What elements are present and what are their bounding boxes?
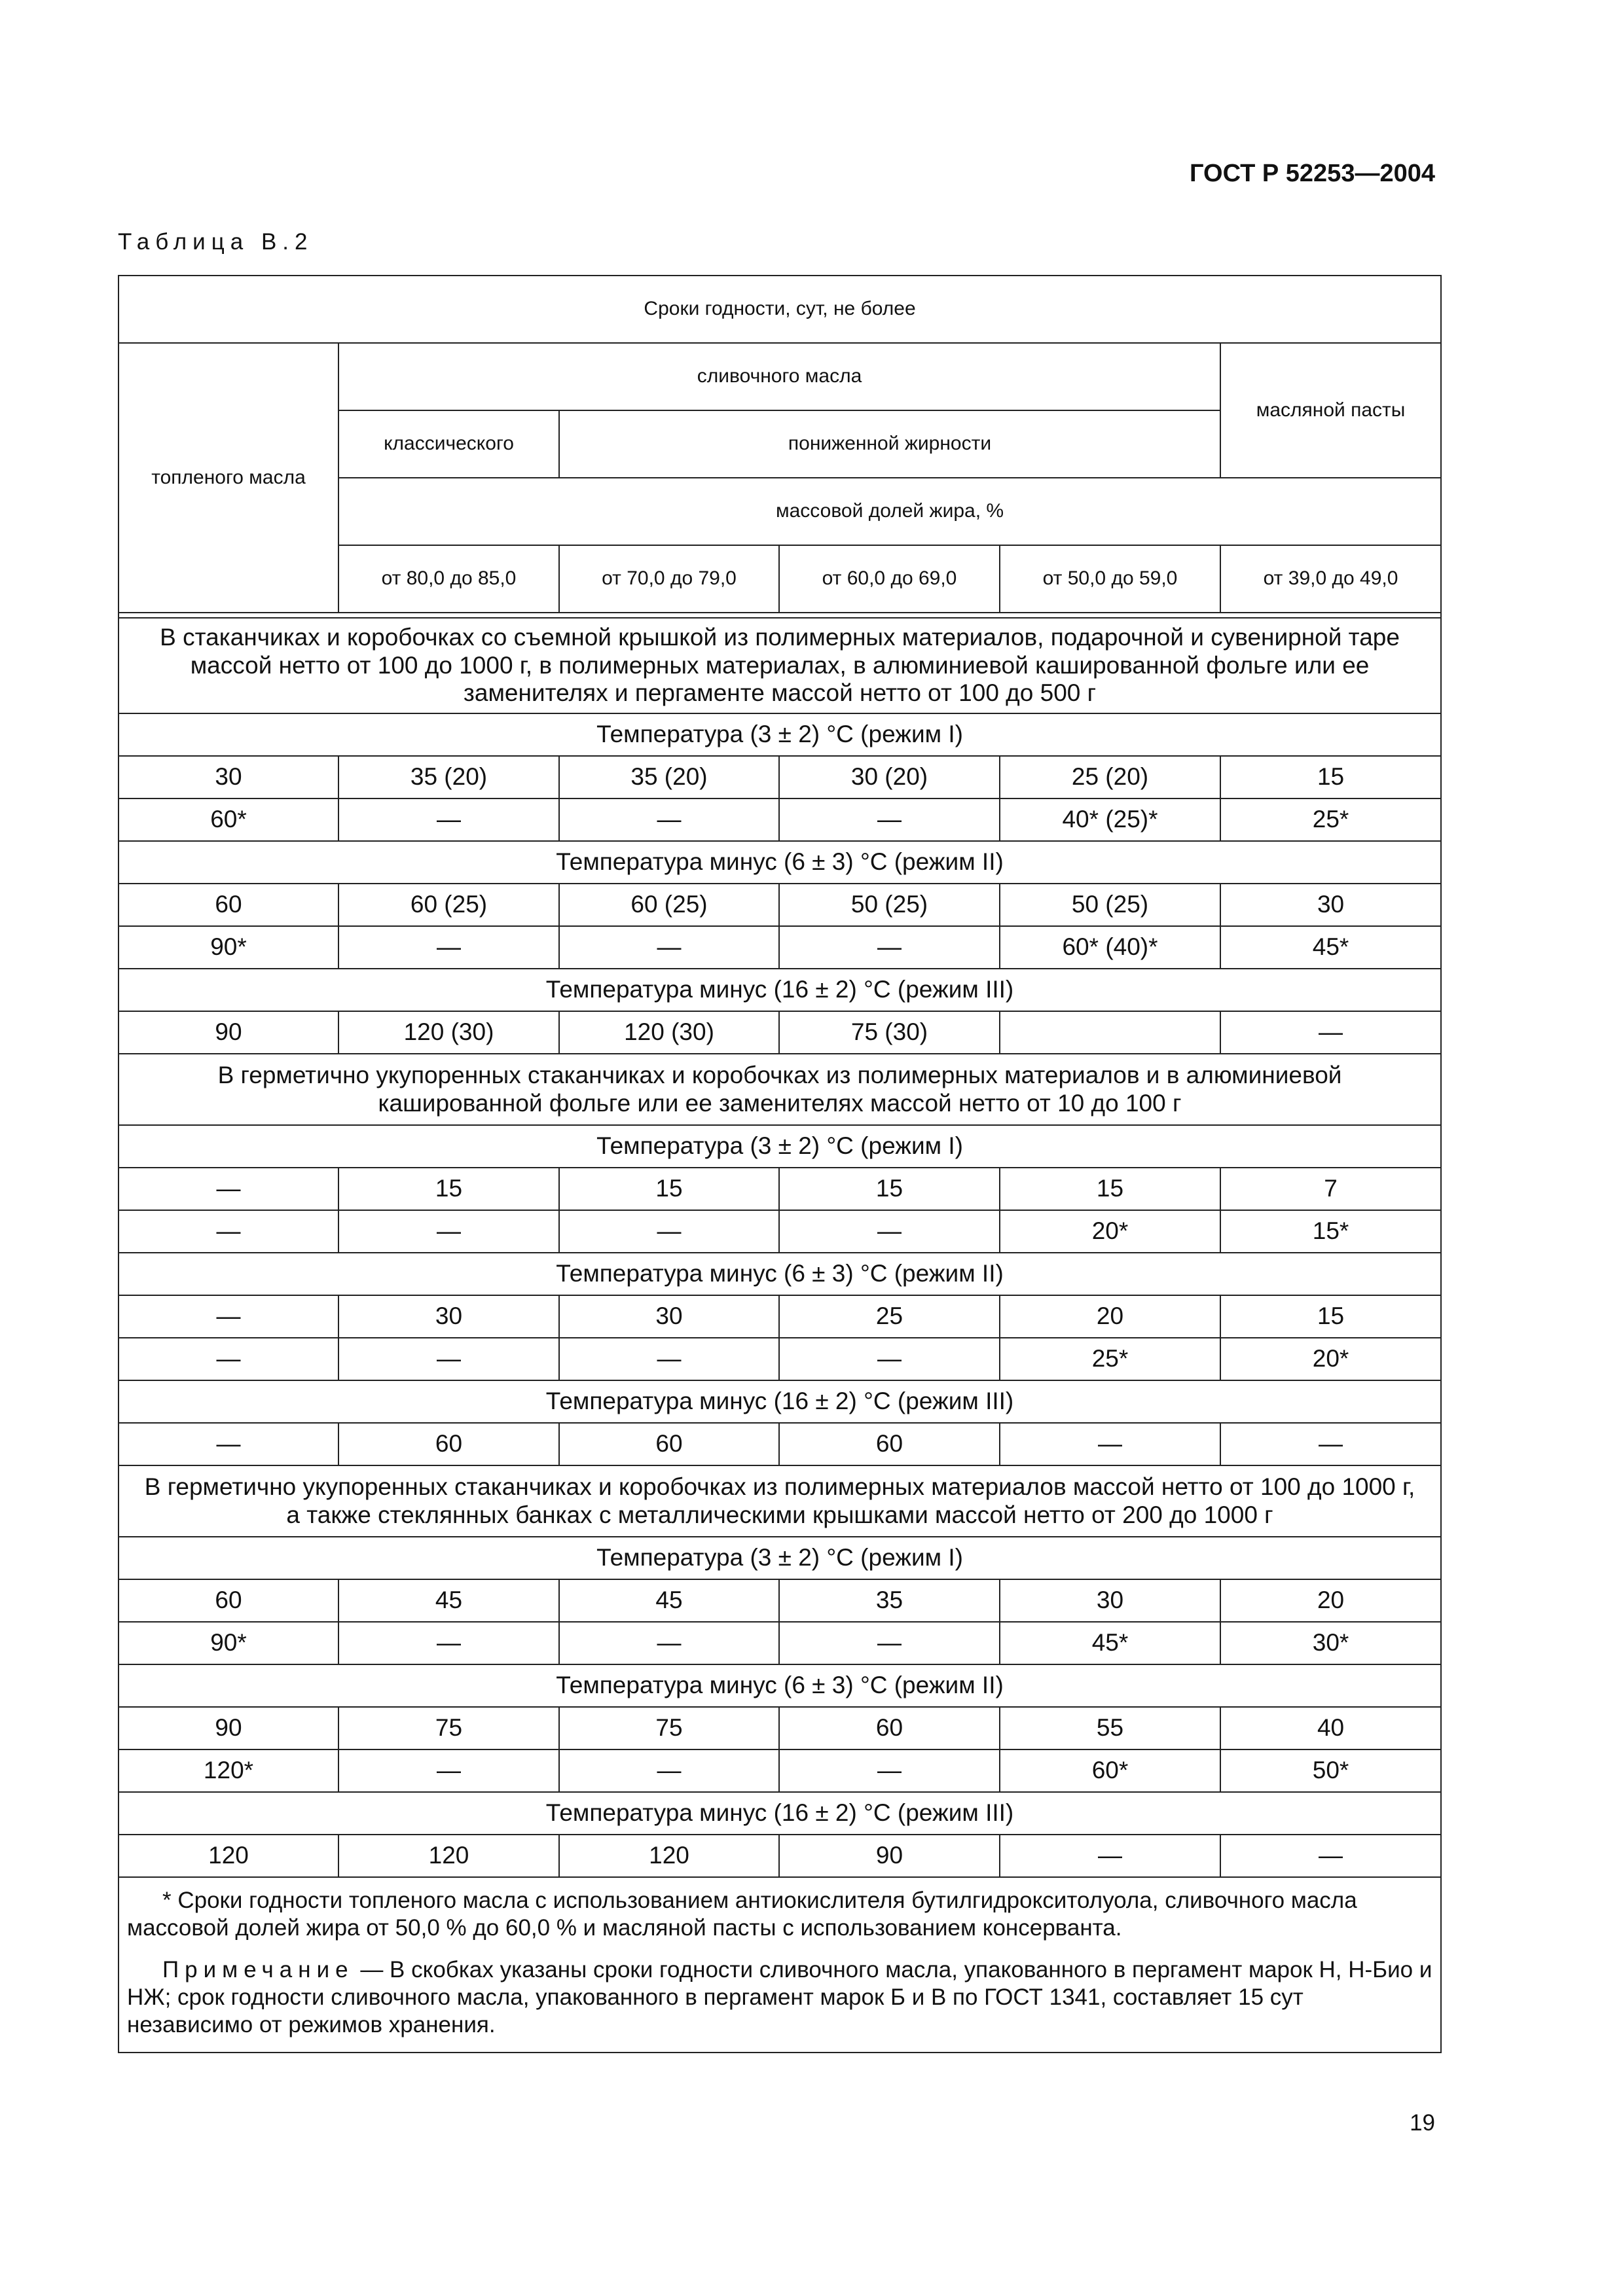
table-cell: 75 (30) bbox=[779, 1011, 1000, 1054]
table-row bbox=[119, 1622, 1441, 1664]
table-cell: — bbox=[119, 1168, 338, 1210]
temperature-mode-row: Температура (3 ± 2) °С (режим I) bbox=[119, 713, 1441, 756]
table-row bbox=[119, 1210, 1441, 1253]
table-cell: 60 (25) bbox=[338, 884, 559, 926]
table-cell: — bbox=[559, 1210, 779, 1253]
header-classic: классического bbox=[338, 410, 559, 478]
temperature-mode-row: Температура минус (16 ± 2) °С (режим III) bbox=[119, 1792, 1441, 1835]
table-cell: 75 bbox=[338, 1707, 559, 1749]
table-cell: 15 bbox=[1220, 756, 1441, 798]
table-cell: — bbox=[559, 1622, 779, 1664]
table-cell: — bbox=[559, 926, 779, 969]
table-cell: 90 bbox=[119, 1011, 338, 1054]
table-cell: 60 bbox=[119, 1579, 338, 1622]
table-cell: 40 bbox=[1220, 1707, 1441, 1749]
table-cell: — bbox=[1000, 1835, 1220, 1877]
table-row bbox=[119, 1168, 1441, 1210]
table-cell: 90 bbox=[779, 1835, 1000, 1877]
table-row bbox=[119, 798, 1441, 841]
table-row bbox=[119, 1423, 1441, 1465]
table-cell: — bbox=[559, 798, 779, 841]
table-cell: 15 bbox=[1000, 1168, 1220, 1210]
table-cell: 15 bbox=[1220, 1295, 1441, 1338]
table-cell: 60 (25) bbox=[559, 884, 779, 926]
table-cell: 25* bbox=[1000, 1338, 1220, 1380]
section-title: В стаканчиках и коробочках со съемной крышкой из полимерных материалов, подарочной и сувенирной таре массой нетто от 100 до 1000 г, в полимерных материалах, в алюминиевой кашированной фольге или ее заменителях и пергаменте массой нетто от 100 до 500 г bbox=[119, 618, 1441, 713]
header-shelf-life: Сроки годности, сут, не более bbox=[119, 276, 1441, 343]
table-cell: 60 bbox=[779, 1707, 1000, 1749]
table-cell: 55 bbox=[1000, 1707, 1220, 1749]
table-cell: — bbox=[779, 1622, 1000, 1664]
table-cell: — bbox=[1000, 1423, 1220, 1465]
table-caption: Таблица В.2 bbox=[118, 229, 314, 255]
table-cell: 60 bbox=[338, 1423, 559, 1465]
table-cell: 30 bbox=[338, 1295, 559, 1338]
table-cell: — bbox=[1220, 1423, 1441, 1465]
table-cell: 30* bbox=[1220, 1622, 1441, 1664]
header-melted-butter: топленого масла bbox=[119, 343, 338, 613]
table-cell: 45* bbox=[1000, 1622, 1220, 1664]
table-cell: 50* bbox=[1220, 1749, 1441, 1792]
table-cell: 120 bbox=[559, 1835, 779, 1877]
table-cell: 15 bbox=[779, 1168, 1000, 1210]
header-separator bbox=[119, 613, 1441, 618]
section-title: В герметично укупоренных стаканчиках и коробочках из полимерных материалов и в алюминиевой кашированной фольге или ее заменителях массой нетто от 10 до 100 г bbox=[119, 1054, 1441, 1125]
page-number: 19 bbox=[1410, 2110, 1435, 2136]
table-row bbox=[119, 1749, 1441, 1792]
table-cell: 50 (25) bbox=[1000, 884, 1220, 926]
table-cell: — bbox=[779, 926, 1000, 969]
table-notes bbox=[119, 1877, 1441, 2053]
table-cell: 30 (20) bbox=[779, 756, 1000, 798]
table-cell: 120 bbox=[119, 1835, 338, 1877]
table-row bbox=[119, 1707, 1441, 1749]
note-label: Примечание bbox=[162, 1957, 354, 1982]
table-cell: 15 bbox=[559, 1168, 779, 1210]
header-fat-share: массовой долей жира, % bbox=[338, 478, 1441, 545]
table-cell bbox=[1000, 1011, 1220, 1054]
table-row bbox=[119, 884, 1441, 926]
table-cell: 60 bbox=[559, 1423, 779, 1465]
table-cell: 40* (25)* bbox=[1000, 798, 1220, 841]
header-fat-range: от 50,0 до 59,0 bbox=[1000, 545, 1220, 613]
table-cell: 20* bbox=[1220, 1338, 1441, 1380]
temperature-mode-row: Температура минус (16 ± 2) °С (режим III) bbox=[119, 1380, 1441, 1423]
table-cell: 60* (40)* bbox=[1000, 926, 1220, 969]
table-row bbox=[119, 1579, 1441, 1622]
table-cell: 35 bbox=[779, 1579, 1000, 1622]
table-cell: 60* bbox=[1000, 1749, 1220, 1792]
document-code: ГОСТ Р 52253—2004 bbox=[1190, 160, 1435, 187]
table-cell: — bbox=[779, 1210, 1000, 1253]
table-cell: — bbox=[559, 1338, 779, 1380]
table-cell: 45* bbox=[1220, 926, 1441, 969]
table-cell: 35 (20) bbox=[559, 756, 779, 798]
table-cell: 20 bbox=[1220, 1579, 1441, 1622]
temperature-mode-row: Температура минус (6 ± 3) °С (режим II) bbox=[119, 1253, 1441, 1295]
table-cell: 20 bbox=[1000, 1295, 1220, 1338]
table-cell: — bbox=[338, 1749, 559, 1792]
table-row bbox=[119, 1835, 1441, 1877]
section-title: В герметично укупоренных стаканчиках и коробочках из полимерных материалов массой нетто от 100 до 1000 г, а также стеклянных банках с металлическими крышками массой нетто от 200 до 1000 г bbox=[119, 1465, 1441, 1537]
table-cell: 120* bbox=[119, 1749, 338, 1792]
table-cell: 120 (30) bbox=[559, 1011, 779, 1054]
table-cell: 60 bbox=[119, 884, 338, 926]
table-cell: 35 (20) bbox=[338, 756, 559, 798]
table-cell: — bbox=[338, 798, 559, 841]
table-cell: — bbox=[119, 1338, 338, 1380]
table-cell: — bbox=[119, 1423, 338, 1465]
table-cell: 120 bbox=[338, 1835, 559, 1877]
table-cell: 45 bbox=[338, 1579, 559, 1622]
header-fat-range: от 60,0 до 69,0 bbox=[779, 545, 1000, 613]
header-butter-paste: масляной пасты bbox=[1220, 343, 1441, 478]
table-cell: 60* bbox=[119, 798, 338, 841]
header-fat-range: от 39,0 до 49,0 bbox=[1220, 545, 1441, 613]
table-cell: 45 bbox=[559, 1579, 779, 1622]
temperature-mode-row: Температура (3 ± 2) °С (режим I) bbox=[119, 1537, 1441, 1579]
temperature-mode-row: Температура минус (6 ± 3) °С (режим II) bbox=[119, 1664, 1441, 1707]
table-cell: 20* bbox=[1000, 1210, 1220, 1253]
table-cell: — bbox=[779, 1338, 1000, 1380]
table-cell: 30 bbox=[1000, 1579, 1220, 1622]
table-cell: — bbox=[779, 798, 1000, 841]
table-cell: — bbox=[1220, 1011, 1441, 1054]
shelf-life-table bbox=[118, 275, 1442, 2053]
header-fat-range: от 70,0 до 79,0 bbox=[559, 545, 779, 613]
table-cell: 7 bbox=[1220, 1168, 1441, 1210]
table-cell: 25 (20) bbox=[1000, 756, 1220, 798]
table-row bbox=[119, 1295, 1441, 1338]
table-cell: 30 bbox=[119, 756, 338, 798]
table-row bbox=[119, 1338, 1441, 1380]
table-cell: — bbox=[338, 1622, 559, 1664]
temperature-mode-row: Температура (3 ± 2) °С (режим I) bbox=[119, 1125, 1441, 1168]
footnote: * Сроки годности топленого масла с использованием антиокислителя бутилгидрокситолуола, сливочного масла массовой долей жира от 50,0 % до 60,0 % и масляной пасты с использованием консерванта. bbox=[127, 1888, 1357, 1941]
table-cell: 90 bbox=[119, 1707, 338, 1749]
table-row bbox=[119, 1011, 1441, 1054]
header-reduced-fat: пониженной жирности bbox=[559, 410, 1220, 478]
table-cell: — bbox=[119, 1210, 338, 1253]
temperature-mode-row: Температура минус (6 ± 3) °С (режим II) bbox=[119, 841, 1441, 884]
table-cell: — bbox=[559, 1749, 779, 1792]
table-cell: 50 (25) bbox=[779, 884, 1000, 926]
table-cell: 25 bbox=[779, 1295, 1000, 1338]
table-cell: — bbox=[119, 1295, 338, 1338]
temperature-mode-row: Температура минус (16 ± 2) °С (режим III) bbox=[119, 969, 1441, 1011]
table-cell: 60 bbox=[779, 1423, 1000, 1465]
header-butter: сливочного масла bbox=[338, 343, 1220, 410]
table-body bbox=[119, 618, 1441, 2053]
table-cell: 90* bbox=[119, 1622, 338, 1664]
table-cell: — bbox=[779, 1749, 1000, 1792]
table-cell: 30 bbox=[559, 1295, 779, 1338]
note-text: — В скобках указаны сроки годности сливочного масла, упакованного в пергамент марок Н, Н-Био и НЖ; срок годности сливочного масла, упакованного в пергамент марок Б и В по ГОСТ 1341, составляет 15 сут независимо от режимов хранения. bbox=[127, 1957, 1432, 2037]
table-cell: — bbox=[1220, 1835, 1441, 1877]
table-cell: 15 bbox=[338, 1168, 559, 1210]
table-row bbox=[119, 756, 1441, 798]
table-cell: — bbox=[338, 1338, 559, 1380]
table-cell: 15* bbox=[1220, 1210, 1441, 1253]
table-cell: 120 (30) bbox=[338, 1011, 559, 1054]
note bbox=[127, 1956, 1432, 2039]
table-cell: — bbox=[338, 1210, 559, 1253]
table-cell: 30 bbox=[1220, 884, 1441, 926]
table-cell: — bbox=[338, 926, 559, 969]
table-row bbox=[119, 926, 1441, 969]
table-header bbox=[119, 276, 1441, 618]
table-cell: 25* bbox=[1220, 798, 1441, 841]
header-fat-range: от 80,0 до 85,0 bbox=[338, 545, 559, 613]
table-cell: 90* bbox=[119, 926, 338, 969]
table-cell: 75 bbox=[559, 1707, 779, 1749]
